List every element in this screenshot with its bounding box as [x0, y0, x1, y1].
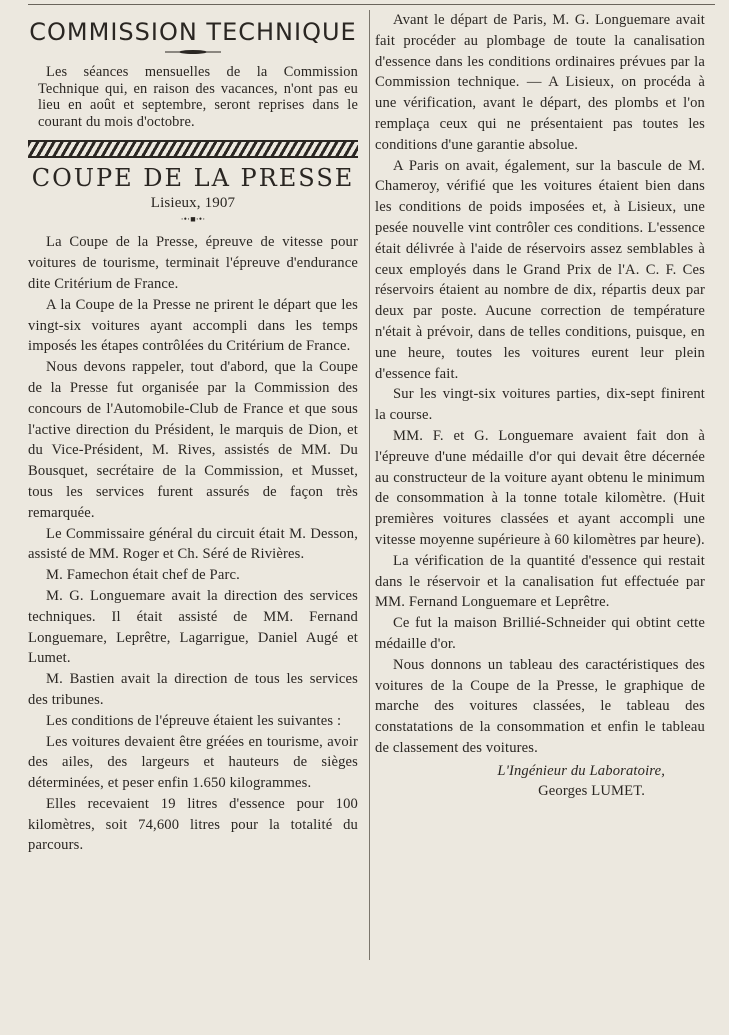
left-paragraph: Nous devons rappeler, tout d'abord, que la Coupe de la Presse fut organisée par la Commission des concours de l'Automobile-Club de France et que sous l'active direction du Président, le marquis de Dion, et du Vice-Président, M. Rives, assistés de MM. Du Bousquet, secrétaire de la Commission, et Musset, tous les services furent assurés de façon très remarquée. — [28, 359, 358, 521]
top-rule — [28, 4, 715, 5]
right-paragraph: MM. F. et G. Longuemare avaient fait don à l'épreuve d'une médaille d'or qui devait être décernée au constructeur de la voiture ayant obtenu le minimum de consommation à la tonne totale kilomètre. (Huit premières voitures classées et ayant accompli une vitesse moyenne supérieure à 60 kilomètres par heure). — [375, 427, 705, 548]
commission-intro — [28, 64, 358, 130]
page — [28, 10, 714, 1010]
left-paragraph: M. G. Longuemare avait la direction des services techniques. Il était assisté de MM. Fernand Longuemare, Leprêtre, Lagarrigue, Daniel Augé et Lumet. — [28, 587, 358, 667]
right-paragraph: La vérification de la quantité d'essence qui restait dans le réservoir et la canalisation fut effectuée par MM. Fernand Longuemare et Leprêtre. — [375, 552, 705, 611]
signature-name: Georges LUMET. — [538, 783, 645, 800]
right-paragraph: Nous donnons un tableau des caractéristiques des voitures de la Coupe de la Presse, le graphique de marche des voitures classées, le tableau des constatations de la consommation et enfin le tableau de classement des voitures. — [375, 656, 705, 756]
coupe-subtitle: Lisieux, 1907 — [150, 195, 236, 212]
left-paragraph: La Coupe de la Presse, épreuve de vitesse pour voitures de tourisme, terminait l'épreuve d'endurance dite Critérium de France. — [28, 234, 358, 292]
left-paragraph: Le Commissaire général du circuit était M. Desson, assisté de MM. Roger et Ch. Séré de Rivières. — [28, 525, 358, 563]
left-paragraph: A la Coupe de la Presse ne prirent le départ que les vingt-six voitures ayant accompli dans les temps imposés les étapes contrôlées du Critérium de France. — [28, 296, 358, 355]
column-divider — [369, 10, 370, 960]
signature-role: L'Ingénieur du Laboratoire, — [497, 762, 665, 779]
left-paragraph: M. Famechon était chef de Parc. — [46, 567, 240, 584]
commission-title: COMMISSION TECHNIQUE — [29, 18, 357, 46]
subtitle-ornament-icon: ·•·■·•· — [180, 214, 206, 225]
right-paragraph: Ce fut la maison Brillié-Schneider qui obtint cette médaille d'or. — [375, 615, 705, 652]
right-paragraph: Avant le départ de Paris, M. G. Longuemare avait fait procéder au plombage de toute la canalisation d'essence dans les conditions ordinaires prévues par la Commission technique. — A Lisieux, on procéda à une vérification, avant le départ, des plombs et l'on remplaça ceux qui ne présentaient pas toutes les conditions d'une garantie absolue. — [375, 12, 705, 153]
right-paragraph: Sur les vingt-six voitures parties, dix-sept finirent la course. — [375, 386, 705, 424]
left-paragraph: Les conditions de l'épreuve étaient les suivantes : — [46, 712, 342, 729]
right-column — [375, 10, 705, 1010]
coupe-title: COUPE DE LA PRESSE — [31, 164, 355, 193]
title-ornament-icon — [163, 48, 223, 56]
left-paragraph: Elles recevaient 19 litres d'essence pour 100 kilomètres, soit 74,600 litres pour la totalité du parcours. — [28, 795, 358, 854]
commission-text: Les séances mensuelles de la Commission Technique qui, en raison des vacances, n'ont pas eu lieu en août et septembre, seront reprises dans le courant du mois d'octobre. — [38, 64, 358, 130]
decorative-band — [28, 140, 358, 158]
left-column — [28, 10, 358, 1010]
right-paragraph: A Paris on avait, également, sur la bascule de M. Chameroy, vérifié que les voitures étaient bien dans les conditions de poids imposées et, à Lisieux, une pesée nouvelle vint contrôler ces conditions. L'essence était délivrée à l'aide de réservoirs assez semblables à ceux employés dans le Grand Prix de l'A. C. F. Ces réservoirs étaient au nombre de dix, répartis deux par deux par poste. Aucune correction de température n'était à prévoir, dans de telles conditions, puisque, en une heure, toutes les voitures eurent leur plein d'essence fait. — [375, 157, 705, 382]
left-paragraph: M. Bastien avait la direction de tous les services des tribunes. — [28, 671, 358, 708]
left-paragraph: Les voitures devaient être gréées en tourisme, avoir des ailes, des largeurs et hauteurs de sièges déterminées, et peser enfin 1.650 kilogrammes. — [28, 733, 358, 792]
